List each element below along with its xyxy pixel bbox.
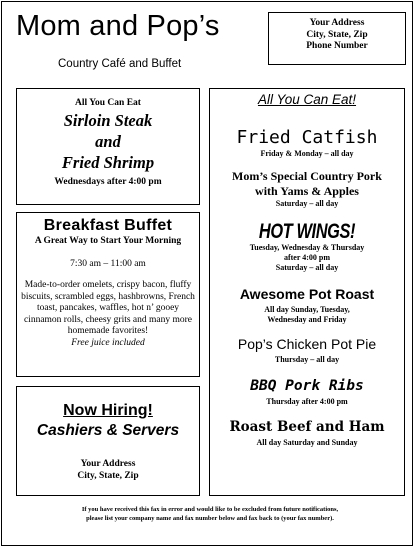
menu-item (210, 283, 404, 325)
special-line-3: Fried Shrimp (61, 153, 155, 172)
menu-item-name: Awesome Pot Roast (239, 286, 375, 302)
menu-item-name: Mom’s Special Country Pork (232, 169, 382, 183)
menu-item-when: All day Sunday, Tuesday, (264, 305, 350, 314)
page-title: Mom and Pop’s (16, 10, 220, 42)
menu-item-when: after 4:00 pm (283, 253, 331, 262)
menu-item (210, 127, 404, 159)
menu-item-when: Thursday after 4:00 pm (266, 397, 348, 406)
phone-number: Phone Number (306, 41, 368, 51)
menu-item (210, 333, 404, 365)
menu-item-name: Pop’s Chicken Pot Pie (237, 336, 377, 352)
menu-item-when: Wednesday and Friday (267, 315, 347, 324)
menu-item-name: Roast Beef and Ham (229, 419, 385, 435)
menu-item (210, 169, 404, 209)
menu-item-when: All day Saturday and Sunday (256, 438, 358, 447)
menu-item-when: Tuesday, Wednesday & Thursday (249, 243, 365, 252)
breakfast-note: Free juice included (71, 337, 145, 348)
hiring-positions: Cashiers & Servers (36, 422, 180, 439)
footer-line: If you have received this fax in error and would like to be excluded from future notifications, (81, 506, 339, 513)
menu-item-when: Friday & Monday – all day (260, 149, 354, 158)
special-line-2: and (95, 132, 121, 151)
menu-item-when: Saturday – all day (275, 263, 339, 272)
menu-item-when: Saturday – all day (275, 199, 339, 208)
breakfast-description: Made-to-order omelets, crispy bacon, fluffy biscuits, scrambled eggs, hashbrowns, French toast, pancakes, waffles, hot n’ gooey cinnamon rolls, cheesy grits and many more homemade favorites! (21, 280, 195, 336)
fax-footer (22, 506, 398, 523)
menu-item (210, 416, 404, 448)
hiring-city: City, State, Zip (77, 471, 139, 481)
breakfast-title: Breakfast Buffet (43, 217, 173, 234)
menu-item (210, 221, 404, 273)
menu-item-name: HOT WINGS! (258, 220, 356, 243)
menu-item-when: Thursday – all day (274, 355, 340, 364)
page-subtitle: Country Café and Buffet (58, 58, 182, 70)
special-heading: All You Can Eat (75, 98, 141, 108)
special-line-1: Sirloin Steak (63, 111, 153, 130)
menu-box (209, 88, 405, 496)
breakfast-tagline: A Great Way to Start Your Morning (34, 236, 182, 246)
city-state-zip: City, State, Zip (306, 29, 368, 40)
address-line: Your Address (309, 18, 365, 28)
flyer-page (1, 1, 413, 546)
menu-item-name: Fried Catfish (236, 127, 378, 148)
breakfast-hours: 7:30 am – 11:00 am (70, 259, 146, 269)
hiring-title: Now Hiring! (63, 402, 153, 419)
special-when: Wednesdays after 4:00 pm (54, 177, 162, 187)
menu-item-name: BBQ Pork Ribs (250, 378, 364, 394)
menu-item (210, 375, 404, 407)
address-box (268, 12, 406, 65)
special-box (16, 88, 200, 205)
menu-heading: All You Can Eat! (257, 92, 357, 107)
hiring-box (16, 386, 200, 496)
footer-line: please list your company name and fax number below and fax back to (your fax number). (86, 514, 334, 522)
hiring-address: Your Address (80, 459, 136, 469)
breakfast-box (16, 212, 200, 377)
menu-item-name: with Yams & Apples (255, 184, 359, 198)
